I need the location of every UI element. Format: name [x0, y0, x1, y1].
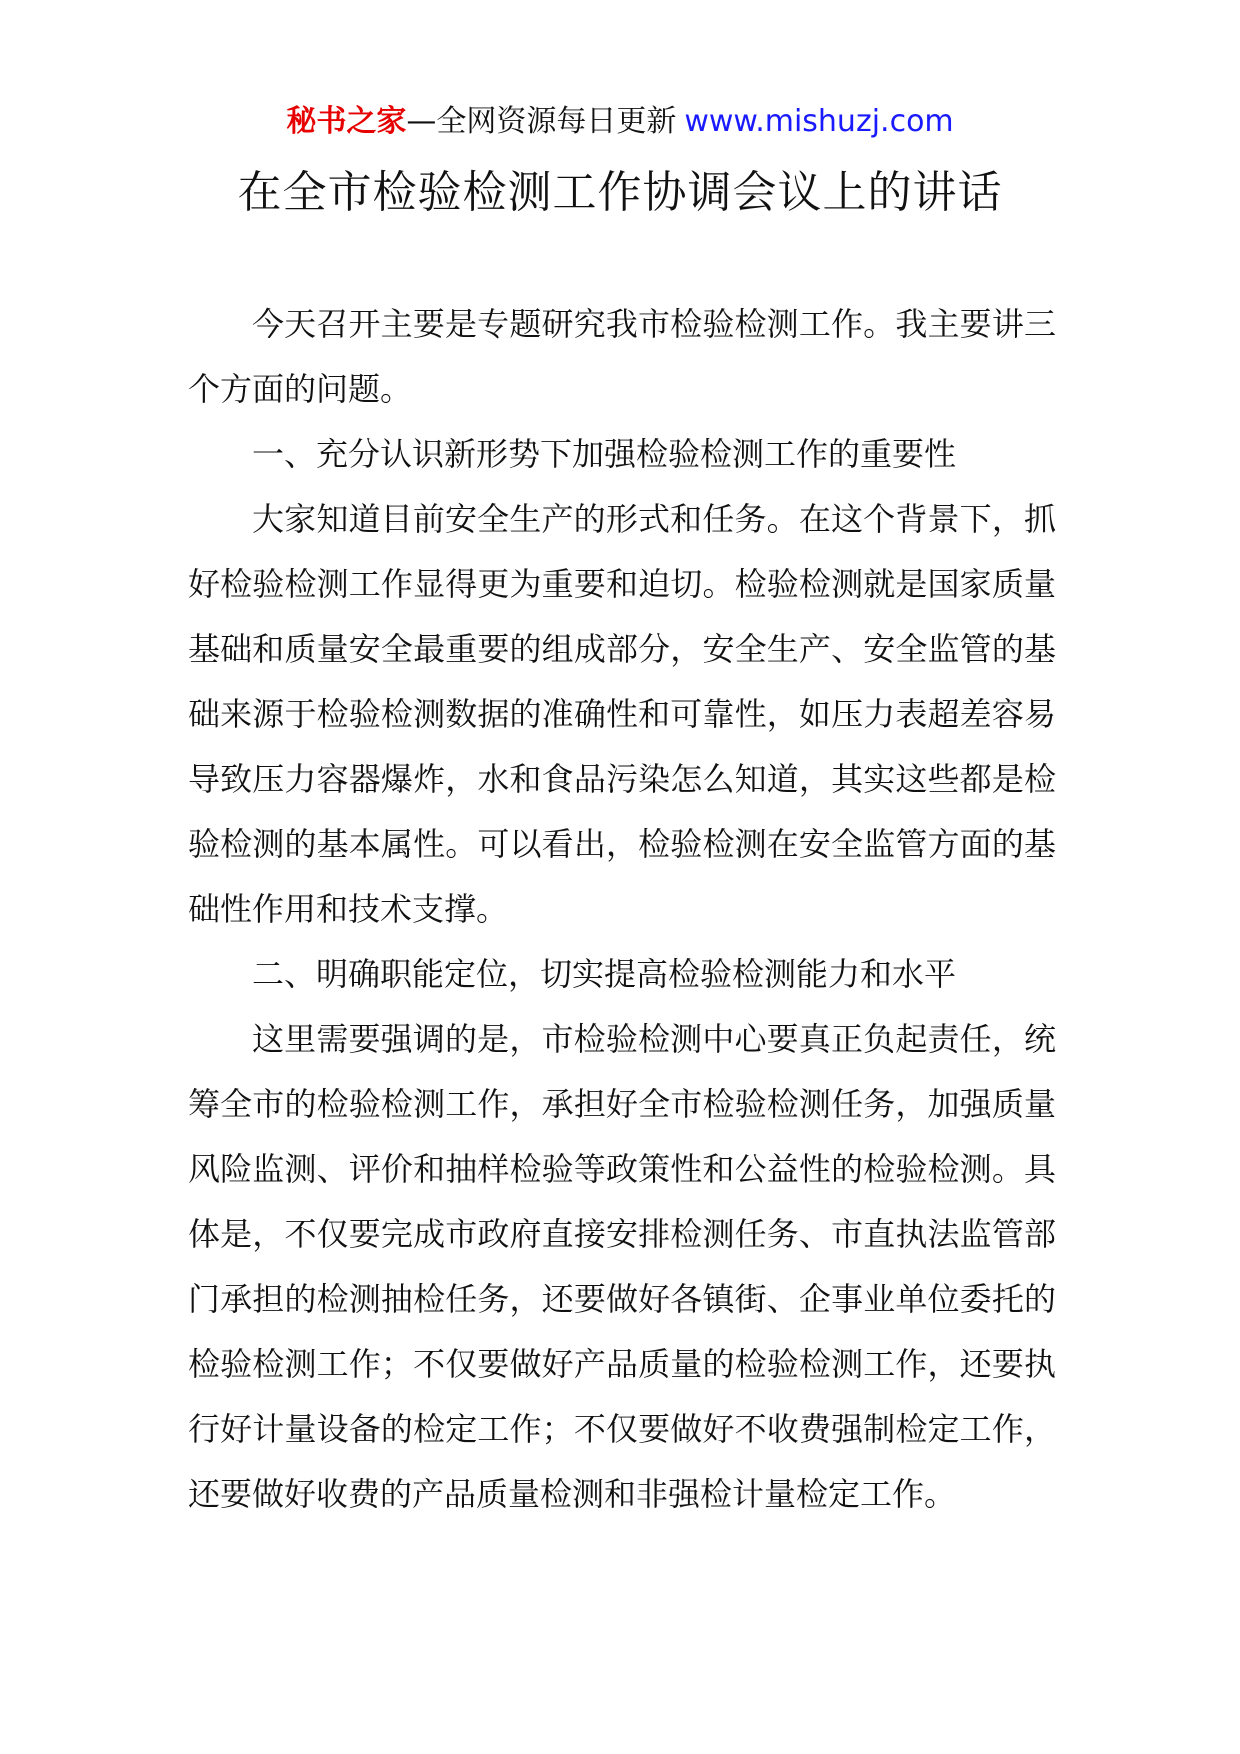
site-url-link[interactable]: www.mishuzj.com: [684, 104, 954, 139]
paragraph-section-2: 这里需要强调的是，市检验检测中心要真正负起责任，统筹全市的检验检测工作，承担好全市检验检测任务，加强质量风险监测、评价和抽样检验等政策性和公益性的检验检测。具体是，不仅要完成市政府直接安排检测任务、市直执法监管部门承担的检测抽检任务，还要做好各镇街、企事业单位委托的检验检测工作；不仅要做好产品质量的检验检测工作，还要执行好计量设备的检定工作；不仅要做好不收费强制检定工作，还要做好收费的产品质量检测和非强检计量检定工作。: [188, 1020, 1056, 1513]
document-title: 在全市检验检测工作协调会议上的讲话: [237, 167, 1003, 218]
document-body: [188, 292, 1056, 1527]
site-header: [0, 102, 1240, 142]
paragraph-intro: 今天召开主要是专题研究我市检验检测工作。我主要讲三个方面的问题。: [188, 305, 1056, 408]
header-slogan: —全网资源每日更新: [406, 104, 677, 139]
section-heading-2: 二、明确职能定位，切实提高检验检测能力和水平: [252, 955, 957, 993]
brand-name: 秘书之家: [286, 104, 407, 139]
paragraph-section-1: 大家知道目前安全生产的形式和任务。在这个背景下，抓好检验检测工作显得更为重要和迫切。检验检测就是国家质量基础和质量安全最重要的组成部分，安全生产、安全监管的基础来源于检验检测数据的准确性和可靠性，如压力表超差容易导致压力容器爆炸，水和食品污染怎么知道，其实这些都是检验检测的基本属性。可以看出，检验检测在安全监管方面的基础性作用和技术支撑。: [188, 500, 1056, 928]
section-heading-1: 一、充分认识新形势下加强检验检测工作的重要性: [252, 435, 957, 473]
